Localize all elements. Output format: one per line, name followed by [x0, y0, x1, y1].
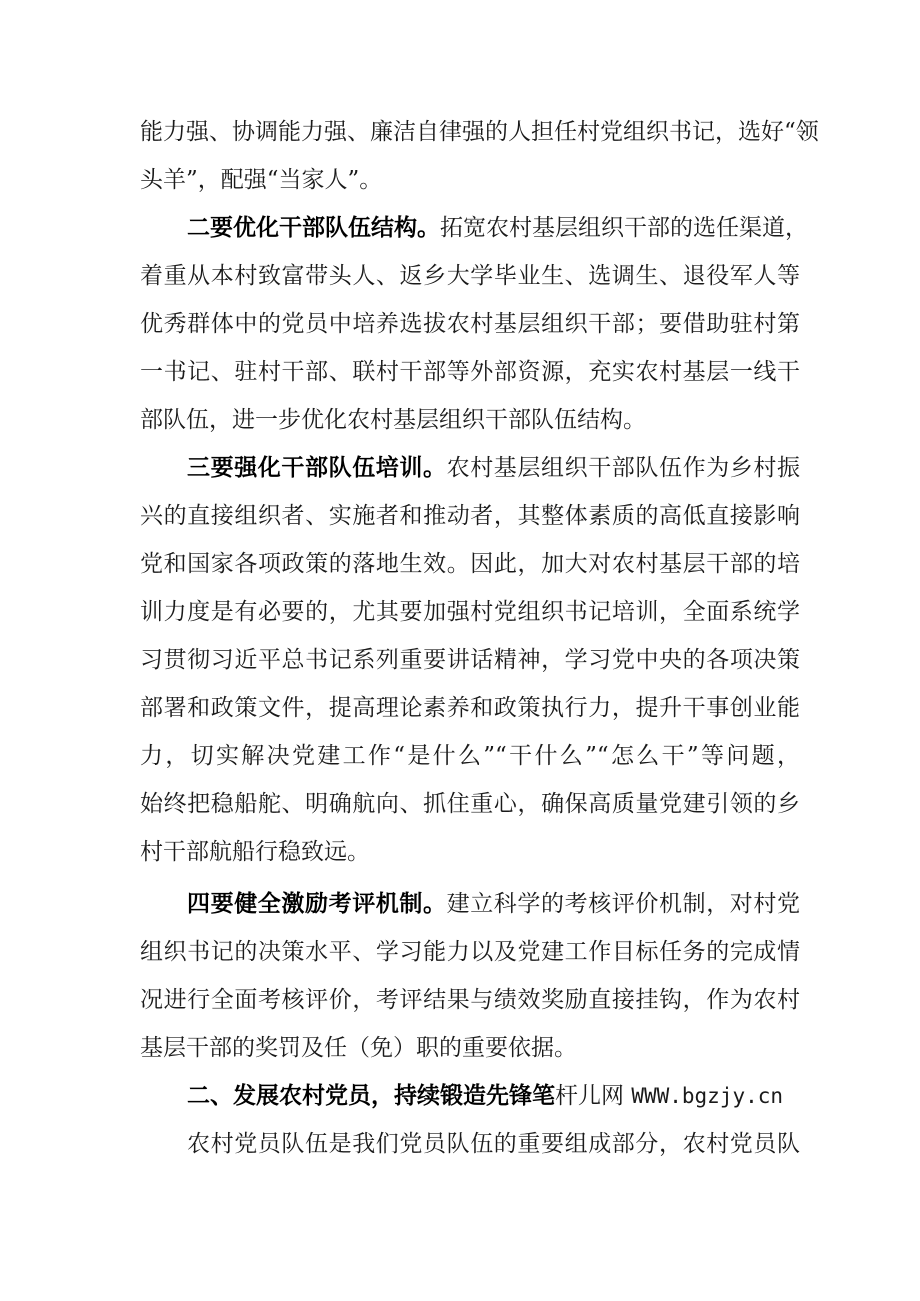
paragraph-line: 一书记、驻村干部、联村干部等外部资源，充实农村基层一线干 [140, 359, 800, 385]
paragraph-line: 兴的直接组织者、实施者和推动者，其整体素质的高低直接影响 [140, 503, 800, 529]
site-url: WWW.bgzjy.cn [631, 1084, 784, 1108]
section-heading-line [187, 1076, 800, 1116]
paragraph-line: 着重从本村致富带头人、返乡大学毕业生、选调生、退役军人等 [140, 263, 800, 289]
paragraph-line: 始终把稳船舵、明确航向、抓住重心，确保高质量党建引领的乡 [140, 791, 800, 817]
paragraph-line: 党和国家各项政策的落地生效。因此，加大对农村基层干部的培 [140, 551, 800, 577]
paragraph-first-line [187, 884, 800, 924]
paragraph-line: 力，切实解决党建工作“是什么”“干什么”“怎么干”等问题， [140, 743, 800, 769]
paragraph-line: 村干部航船行稳致远。 [140, 839, 370, 865]
section-heading: 三要强化干部队伍培训。 [187, 455, 447, 481]
paragraph-line: 习贯彻习近平总书记系列重要讲话精神，学习党中央的各项决策 [140, 647, 800, 673]
section-heading: 二要优化干部队伍结构。 [187, 215, 440, 241]
paragraph-line: 况进行全面考核评价，考评结果与绩效奖励直接挂钩，作为农村 [140, 987, 800, 1013]
paragraph-first-line [187, 448, 800, 488]
paragraph-line: 组织书记的决策水平、学习能力以及党建工作目标任务的完成情 [140, 939, 800, 965]
paragraph-line: 基层干部的奖罚及任（免）职的重要依据。 [140, 1035, 577, 1061]
section-heading: 四要健全激励考评机制。 [187, 891, 447, 917]
paragraph-line: 优秀群体中的党员中培养选拔农村基层组织干部；要借助驻村第 [140, 311, 800, 337]
paragraph-text: 拓宽农村基层组织干部的选任渠道， [440, 215, 808, 241]
paragraph-line: 部署和政策文件，提高理论素养和政策执行力，提升干事创业能 [140, 695, 800, 721]
paragraph-text: 农村基层组织干部队伍作为乡村振 [446, 455, 801, 481]
paragraph-first-line [187, 208, 808, 248]
paragraph-line: 能力强、协调能力强、廉洁自律强的人担任村党组织书记，选好“领 [140, 119, 819, 145]
paragraph-first-line: 农村党员队伍是我们党员队伍的重要组成部分，农村党员队 [187, 1131, 800, 1157]
site-name: 杆儿网 [555, 1083, 624, 1109]
paragraph-line: 部队伍，进一步优化农村基层组织干部队伍结构。 [140, 407, 646, 433]
paragraph-line: 头羊”，配强“当家人”。 [140, 167, 383, 193]
paragraph-text: 建立科学的考核评价机制，对村党 [446, 891, 801, 917]
section-heading: 二、发展农村党员，持续锻造先锋笔 [187, 1083, 555, 1109]
paragraph-line: 训力度是有必要的，尤其要加强村党组织书记培训，全面系统学 [140, 599, 800, 625]
